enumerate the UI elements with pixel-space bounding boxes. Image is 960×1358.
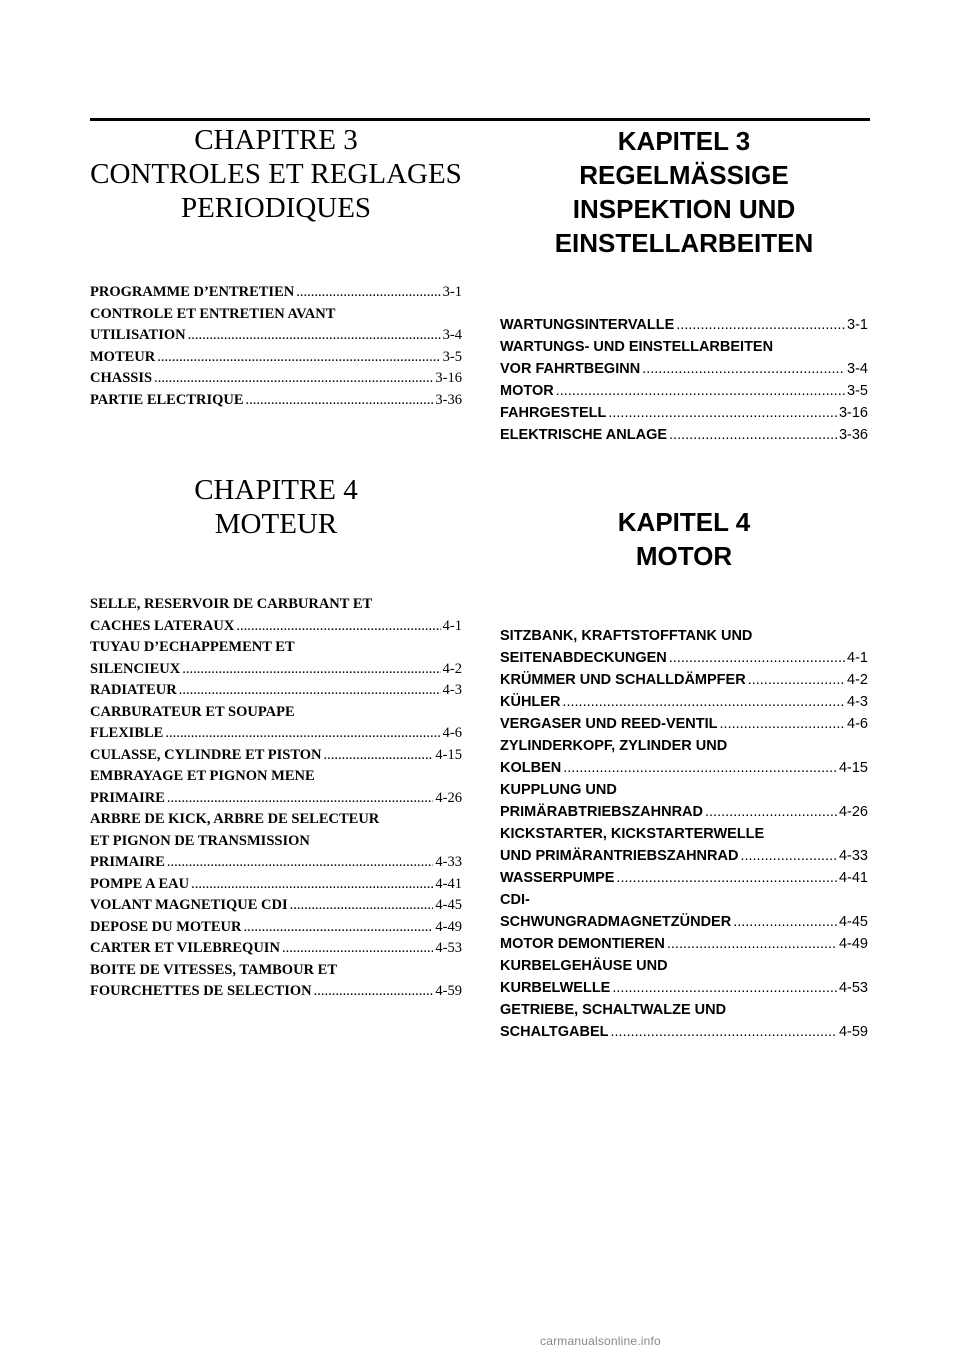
toc-label: FLEXIBLE xyxy=(90,725,164,741)
toc-page: 3-4 xyxy=(847,361,868,377)
toc-label: VOR FAHRTBEGINN xyxy=(500,361,641,377)
toc-label: PRIMAIRE xyxy=(90,854,165,870)
de-chapter3-title-line: KAPITEL 3 xyxy=(617,126,751,156)
toc-label-line1: KUPPLUNG UND xyxy=(500,782,617,798)
toc-label: CACHES LATERAUX xyxy=(90,617,235,634)
toc-label-line1: WARTUNGS- UND EINSTELLARBEITEN xyxy=(500,339,774,355)
toc-label-line1: ARBRE DE KICK, ARBRE DE SELECTEUR xyxy=(90,811,380,827)
de-chapter4-title xyxy=(500,505,868,573)
toc-label: PRIMAIRE xyxy=(90,789,165,806)
toc-label: RADIATEUR xyxy=(90,682,177,698)
toc-page: 4-53 xyxy=(838,980,868,996)
toc-label: KÜHLER xyxy=(500,694,561,710)
toc-page: 3-5 xyxy=(847,383,868,399)
toc-entry[interactable] xyxy=(90,390,462,412)
toc-entry[interactable] xyxy=(90,938,462,960)
toc-label-line1: SELLE, RESERVOIR DE CARBURANT ET xyxy=(90,596,373,612)
toc-page: 4-1 xyxy=(442,617,462,634)
toc-label-line1: KICKSTARTER, KICKSTARTERWELLE xyxy=(500,826,765,842)
toc-entry[interactable] xyxy=(90,895,462,917)
toc-entry[interactable] xyxy=(500,380,868,402)
toc-entry[interactable] xyxy=(500,402,868,424)
toc-entry[interactable] xyxy=(500,955,868,999)
toc-page: 4-53 xyxy=(435,940,462,956)
fr-chapter3-title-line: PERIODIQUES xyxy=(180,192,372,224)
toc-entry[interactable] xyxy=(500,779,868,823)
toc-page: 4-33 xyxy=(838,848,868,864)
toc-label: ELEKTRISCHE ANLAGE xyxy=(500,427,668,443)
toc-label: SCHWUNGRADMAGNETZÜNDER xyxy=(500,914,732,930)
toc-label: PRIMÄRABTRIEBSZAHNRAD xyxy=(500,804,703,820)
toc-label: FAHRGESTELL xyxy=(500,405,607,421)
toc-label-line1: ZYLINDERKOPF, ZYLINDER UND xyxy=(500,738,728,754)
toc-entry[interactable] xyxy=(90,282,462,304)
toc-label: VOLANT MAGNETIQUE CDI xyxy=(90,897,288,913)
toc-label: PROGRAMME D’ENTRETIEN xyxy=(90,284,295,300)
toc-label-line1: CDI- xyxy=(500,892,530,908)
watermark: carmanualsonline.info xyxy=(540,1334,661,1348)
toc-label: MOTOR DEMONTIEREN xyxy=(500,936,665,952)
toc-entry[interactable] xyxy=(500,336,868,380)
de-toc-chapter3 xyxy=(500,314,868,446)
toc-page: 3-36 xyxy=(435,391,462,408)
toc-label: SILENCIEUX xyxy=(90,660,181,677)
french-column xyxy=(90,0,462,1358)
toc-label: SEITENABDECKUNGEN xyxy=(500,650,667,666)
toc-label: SCHALTGABEL xyxy=(500,1024,609,1040)
toc-label: FOURCHETTES DE SELECTION xyxy=(90,983,312,999)
toc-entry[interactable] xyxy=(500,713,868,735)
toc-entry[interactable] xyxy=(90,917,462,939)
toc-entry[interactable] xyxy=(90,766,462,809)
toc-page: 4-45 xyxy=(435,897,462,913)
fr-toc-chapter4 xyxy=(90,594,462,1003)
fr-chapter4-title-line: MOTEUR xyxy=(214,508,338,540)
toc-label: POMPE A EAU xyxy=(90,875,190,892)
toc-entry[interactable] xyxy=(90,594,462,637)
toc-page: 4-15 xyxy=(435,746,462,763)
toc-page: 4-26 xyxy=(435,789,462,806)
toc-entry[interactable] xyxy=(90,702,462,745)
toc-entry[interactable] xyxy=(90,680,462,702)
toc-page: 3-5 xyxy=(442,348,462,365)
toc-page: 4-59 xyxy=(838,1024,868,1040)
toc-label: CARTER ET VILEBREQUIN xyxy=(90,940,280,956)
toc-label: KOLBEN xyxy=(500,760,562,776)
toc-page: 4-45 xyxy=(838,914,868,930)
de-toc-chapter4 xyxy=(500,625,868,1043)
toc-label: MOTEUR xyxy=(90,348,156,365)
toc-page: 3-36 xyxy=(838,427,868,443)
toc-entry[interactable] xyxy=(90,874,462,896)
toc-page: 3-4 xyxy=(442,327,462,343)
toc-label: UTILISATION xyxy=(90,327,186,343)
toc-page: 3-16 xyxy=(435,370,462,386)
de-chapter4-title-line: MOTOR xyxy=(635,541,733,571)
toc-page: 4-26 xyxy=(838,804,868,820)
toc-entry[interactable] xyxy=(90,368,462,390)
toc-page: 4-2 xyxy=(442,660,462,677)
toc-page: 4-2 xyxy=(847,672,868,688)
toc-page: 3-1 xyxy=(847,317,868,333)
toc-entry[interactable] xyxy=(90,745,462,767)
toc-entry[interactable] xyxy=(500,735,868,779)
toc-entry[interactable] xyxy=(500,867,868,889)
toc-entry[interactable] xyxy=(500,424,868,446)
fr-chapter3-title xyxy=(90,123,462,225)
toc-page: 4-41 xyxy=(838,870,868,886)
toc-label-line1: GETRIEBE, SCHALTWALZE UND xyxy=(500,1002,727,1018)
toc-entry[interactable] xyxy=(500,823,868,867)
toc-entry[interactable] xyxy=(90,960,462,1003)
toc-entry[interactable] xyxy=(90,304,462,347)
de-chapter4-title-line: KAPITEL 4 xyxy=(617,507,751,537)
toc-entry[interactable] xyxy=(90,347,462,369)
fr-chapter4-title xyxy=(90,473,462,541)
fr-chapter3-title-line: CHAPITRE 3 xyxy=(194,124,358,156)
toc-label: UND PRIMÄRANTRIEBSZAHNRAD xyxy=(500,848,739,864)
toc-page: 4-41 xyxy=(435,875,462,892)
toc-label: DEPOSE DU MOTEUR xyxy=(90,918,242,935)
toc-page: 4-49 xyxy=(838,936,868,952)
toc-label-line1: EMBRAYAGE ET PIGNON MENE xyxy=(90,768,315,784)
toc-label-line2: ET PIGNON DE TRANSMISSION xyxy=(90,832,310,849)
toc-entry[interactable] xyxy=(500,999,868,1043)
toc-page: 3-16 xyxy=(838,405,868,421)
toc-label-line1: CONTROLE ET ENTRETIEN AVANT xyxy=(90,305,336,322)
toc-label: KURBELWELLE xyxy=(500,980,611,996)
de-chapter3-title-line: INSPEKTION UND xyxy=(572,194,796,224)
toc-entry[interactable] xyxy=(500,669,868,691)
toc-page: 3-1 xyxy=(442,284,462,300)
toc-page: 4-3 xyxy=(442,682,462,698)
german-column xyxy=(500,0,868,1358)
toc-label-line1: TUYAU D’ECHAPPEMENT ET xyxy=(90,639,295,655)
toc-entry[interactable] xyxy=(500,889,868,933)
toc-page: 4-49 xyxy=(435,918,462,935)
fr-toc-chapter3 xyxy=(90,282,462,411)
toc-page: 4-6 xyxy=(847,716,868,732)
toc-label: VERGASER UND REED-VENTIL xyxy=(500,716,718,732)
toc-label: MOTOR xyxy=(500,383,554,399)
toc-page: 4-1 xyxy=(847,650,868,666)
toc-page: 4-15 xyxy=(838,760,868,776)
toc-label: CULASSE, CYLINDRE ET PISTON xyxy=(90,746,322,763)
toc-label: PARTIE ELECTRIQUE xyxy=(90,391,244,408)
toc-entry[interactable] xyxy=(500,933,868,955)
toc-entry[interactable] xyxy=(90,809,462,874)
toc-entry[interactable] xyxy=(90,637,462,680)
toc-label: CHASSIS xyxy=(90,370,153,386)
de-chapter3-title-line: EINSTELLARBEITEN xyxy=(554,228,814,258)
toc-page: 4-6 xyxy=(442,725,462,741)
toc-entry[interactable] xyxy=(500,314,868,336)
de-chapter3-title-line: REGELMÄSSIGE xyxy=(579,160,789,190)
toc-page: 4-33 xyxy=(435,854,462,870)
fr-chapter3-title-line: CONTROLES ET REGLAGES xyxy=(90,158,462,190)
toc-entry[interactable] xyxy=(500,625,868,669)
toc-label: KRÜMMER UND SCHALLDÄMPFER xyxy=(500,672,746,688)
toc-label-line1: SITZBANK, KRAFTSTOFFTANK UND xyxy=(500,628,753,644)
toc-label-line1: BOITE DE VITESSES, TAMBOUR ET xyxy=(90,961,337,978)
toc-label: WASSERPUMPE xyxy=(500,870,615,886)
de-chapter3-title xyxy=(500,124,868,260)
toc-label: WARTUNGSINTERVALLE xyxy=(500,317,675,333)
toc-page: 4-3 xyxy=(847,694,868,710)
fr-chapter4-title-line: CHAPITRE 4 xyxy=(194,474,358,506)
toc-page: 4-59 xyxy=(435,983,462,999)
toc-entry[interactable] xyxy=(500,691,868,713)
toc-label-line1: CARBURATEUR ET SOUPAPE xyxy=(90,703,295,720)
toc-label-line1: KURBELGEHÄUSE UND xyxy=(500,958,668,974)
